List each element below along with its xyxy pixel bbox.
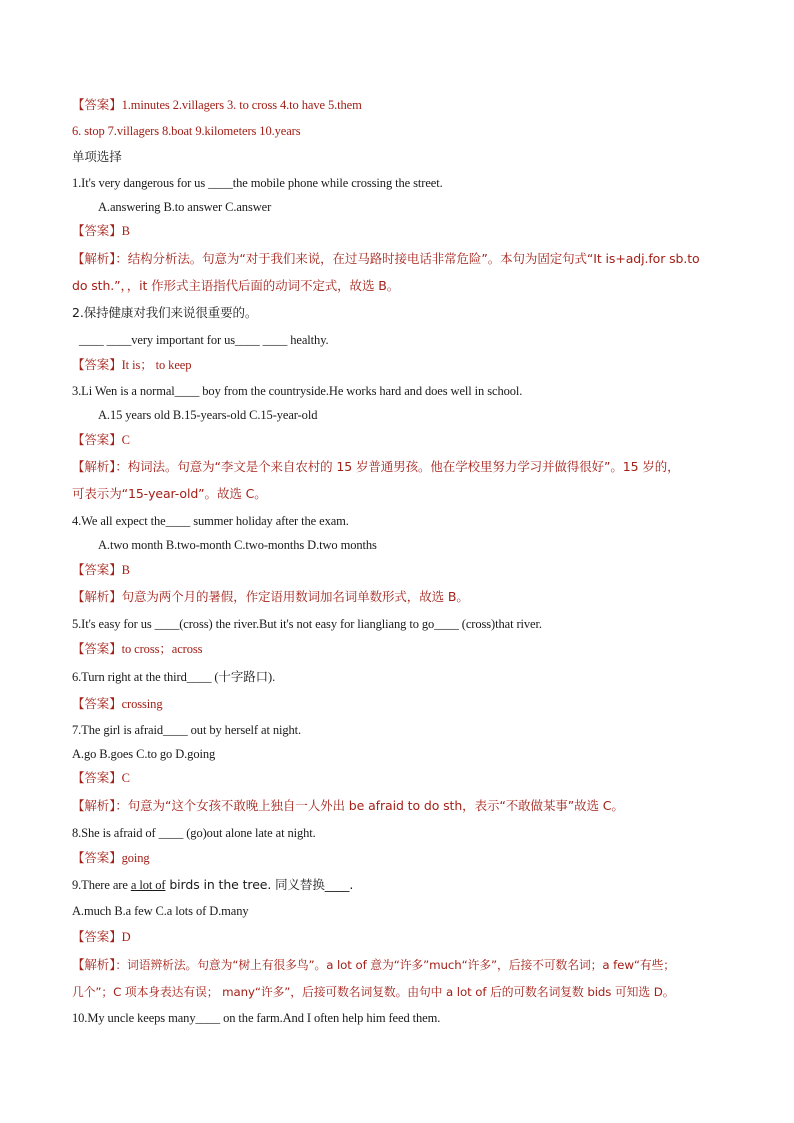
answer-tag: 【答案】 (72, 97, 122, 112)
question-6-answer: 【答案】crossing (72, 696, 163, 711)
question-1-analysis-cont: do sth.”，，it 作形式主语指代后面的动词不定式，故选 B。 (72, 278, 400, 293)
question-3-options: A.15 years old B.15-years-old C.15-year-old (98, 408, 318, 422)
question-1: 1.It's very dangerous for us ____the mobile phone while crossing the street. (72, 176, 443, 190)
question-9-analysis-cont: 几个”；C 项本身表达有误； many“许多”，后接可数名词复数。由句中 a lot of 后的可数名词复数 bids 可知选 D。 (72, 985, 675, 999)
question-4-options: A.two month B.two-month C.two-months D.two months (98, 538, 377, 552)
question-7-analysis: 【解析】：句意为“这个女孩不敢晚上独自一人外出 be afraid to do sth，表示“不敢做某事”故选 C。 (72, 798, 624, 813)
question-5: 5.It's easy for us ____(cross) the river.But it's not easy for liangliang to go____ (cross)that river. (72, 617, 542, 631)
question-8: 8.She is afraid of ____ (go)out alone late at night. (72, 826, 316, 840)
question-2-blanks: ____ ____very important for us____ ____ healthy. (79, 333, 329, 347)
question-1-analysis: 【解析】：结构分析法。句意为“对于我们来说，在过马路时接电话非常危险”。本句为固定句式“It is+adj.for sb.to (72, 251, 700, 266)
question-9-options: A.much B.a few C.a lots of D.many (72, 904, 249, 918)
question-2-answer: 【答案】It is； to keep (72, 357, 192, 372)
question-3: 3.Li Wen is a normal____ boy from the countryside.He works hard and does well in school. (72, 384, 523, 398)
question-1-answer: 【答案】B (72, 223, 130, 238)
answer-line-1: 【答案】1.minutes 2.villagers 3. to cross 4.to have 5.them (72, 97, 362, 112)
question-4: 4.We all expect the____ summer holiday after the exam. (72, 514, 349, 528)
question-7: 7.The girl is afraid____ out by herself at night. (72, 723, 302, 737)
question-4-analysis: 【解析】句意为两个月的暑假，作定语用数词加名词单数形式，故选 B。 (72, 589, 469, 604)
question-10: 10.My uncle keeps many____ on the farm.And I often help him feed them. (72, 1011, 441, 1025)
question-7-answer: 【答案】C (72, 770, 130, 785)
question-9-analysis: 【解析】：词语辨析法。句意为“树上有很多鸟”。a lot of 意为“许多”much“许多”，后接不可数名词；a few“有些； (72, 957, 675, 972)
question-2: 2.保持健康对我们来说很重要的。 (72, 305, 258, 320)
question-3-analysis-cont: 可表示为“15-year-old”。故选 C。 (72, 486, 267, 501)
question-3-answer: 【答案】C (72, 432, 130, 447)
question-3-analysis: 【解析】：构词法。句意为“李文是个来自农村的 15 岁普通男孩。他在学校里努力学习并做得很好”。15 岁的， (72, 459, 680, 474)
question-1-options: A.answering B.to answer C.answer (98, 200, 272, 214)
section-heading: 单项选择 (72, 149, 122, 164)
question-4-answer: 【答案】B (72, 562, 130, 577)
question-9-answer: 【答案】D (72, 929, 131, 944)
question-7-options: A.go B.goes C.to go D.going (72, 747, 216, 761)
question-8-answer: 【答案】going (72, 850, 150, 865)
answer-line-2: 6. stop 7.villagers 8.boat 9.kilometers 10.years (72, 124, 301, 138)
question-6: 6.Turn right at the third____ (十字路口). (72, 670, 276, 684)
question-5-answer: 【答案】to cross；across (72, 641, 203, 656)
question-9: 9.There are a lot of birds in the tree. 同义替换____. (72, 877, 354, 892)
underlined-phrase: a lot of (130, 878, 166, 892)
